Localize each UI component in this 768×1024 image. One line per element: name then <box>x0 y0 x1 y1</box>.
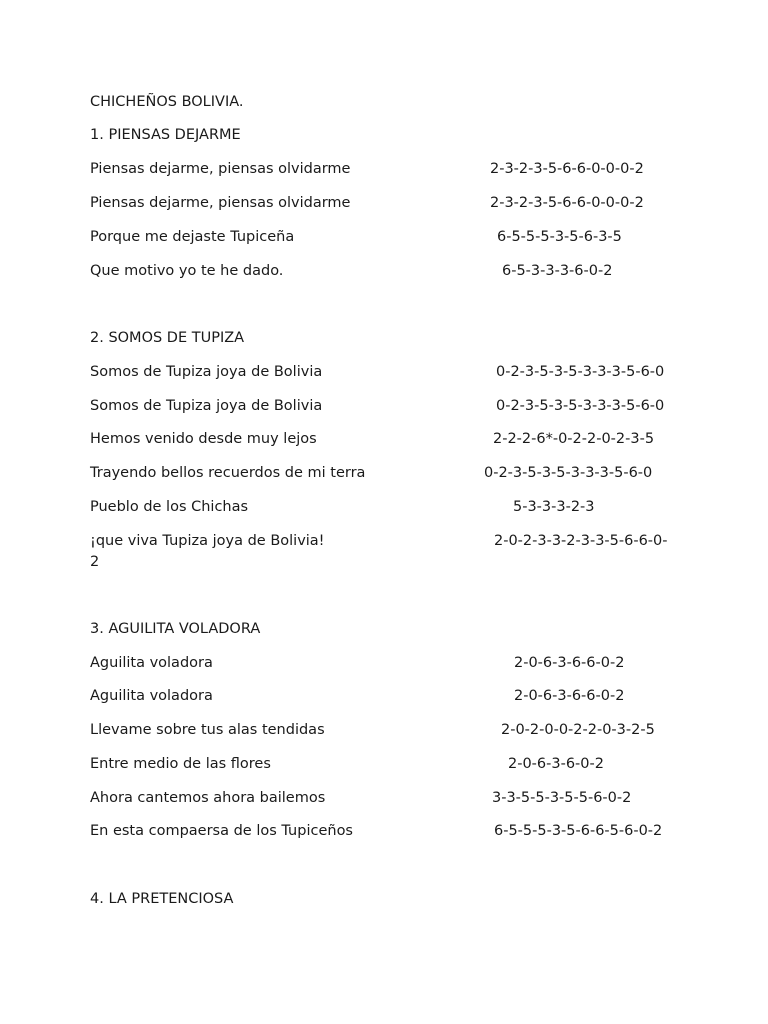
lyric-line: Porque me dejaste Tupiceña <box>90 229 295 245</box>
note-sequence: 2-0-2-0-0-2-2-0-3-2-5 <box>501 722 655 738</box>
note-sequence: 2-0-2-3-3-2-3-3-5-6-6-0- <box>494 533 668 549</box>
lyric-line: Que motivo yo te he dado. <box>90 263 284 279</box>
note-sequence: 2-0-6-3-6-0-2 <box>508 756 604 772</box>
note-sequence: 0-2-3-5-3-5-3-3-3-5-6-0 <box>484 465 653 481</box>
lyric-line: Somos de Tupiza joya de Bolivia <box>90 364 323 380</box>
note-sequence: 2-0-6-3-6-6-0-2 <box>514 688 625 704</box>
lyric-line: En esta compaersa de los Tupiceños <box>90 823 353 839</box>
lyric-line: Somos de Tupiza joya de Bolivia <box>90 398 323 414</box>
note-sequence: 0-2-3-5-3-5-3-3-3-5-6-0 <box>496 398 665 414</box>
lyric-line: Aguilita voladora <box>90 655 213 671</box>
lyric-line: ¡que viva Tupiza joya de Bolivia! <box>90 533 325 549</box>
note-sequence-wrap: 2 <box>90 554 100 570</box>
song-heading: 4. LA PRETENCIOSA <box>90 891 234 907</box>
lyric-line: Hemos venido desde muy lejos <box>90 431 317 447</box>
lyric-line: Ahora cantemos ahora bailemos <box>90 790 326 806</box>
note-sequence: 5-3-3-3-2-3 <box>513 499 595 515</box>
song-heading: 3. AGUILITA VOLADORA <box>90 621 261 637</box>
song-heading: 2. SOMOS DE TUPIZA <box>90 330 245 346</box>
document-title: CHICHEÑOS BOLIVIA. <box>90 94 244 110</box>
note-sequence: 3-3-5-5-3-5-5-6-0-2 <box>492 790 632 806</box>
lyric-line: Piensas dejarme, piensas olvidarme <box>90 161 351 177</box>
note-sequence: 2-2-2-6*-0-2-2-0-2-3-5 <box>493 431 655 447</box>
note-sequence: 0-2-3-5-3-5-3-3-3-5-6-0 <box>496 364 665 380</box>
note-sequence: 2-0-6-3-6-6-0-2 <box>514 655 625 671</box>
lyric-line: Aguilita voladora <box>90 688 213 704</box>
note-sequence: 6-5-5-5-3-5-6-3-5 <box>497 229 622 245</box>
note-sequence: 6-5-5-5-3-5-6-6-5-6-0-2 <box>494 823 663 839</box>
lyric-line: Piensas dejarme, piensas olvidarme <box>90 195 351 211</box>
song-heading: 1. PIENSAS DEJARME <box>90 127 241 143</box>
note-sequence: 2-3-2-3-5-6-6-0-0-0-2 <box>490 195 644 211</box>
lyric-line: Trayendo bellos recuerdos de mi terra <box>90 465 366 481</box>
lyric-line: Entre medio de las flores <box>90 756 271 772</box>
lyric-line: Pueblo de los Chichas <box>90 499 249 515</box>
lyric-line: Llevame sobre tus alas tendidas <box>90 722 325 738</box>
note-sequence: 2-3-2-3-5-6-6-0-0-0-2 <box>490 161 644 177</box>
note-sequence: 6-5-3-3-3-6-0-2 <box>502 263 613 279</box>
